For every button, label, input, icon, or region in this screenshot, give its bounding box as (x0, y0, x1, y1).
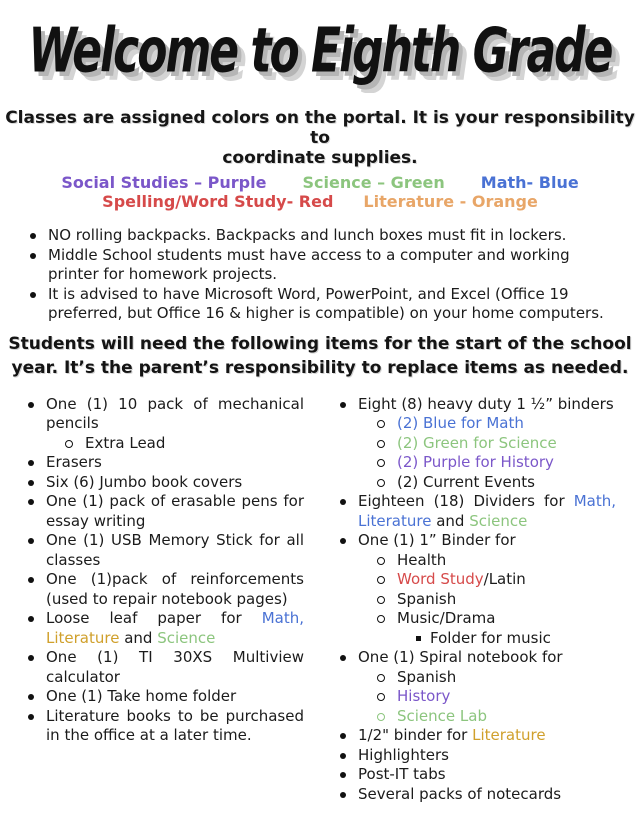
text-run: Music/Drama (397, 609, 496, 627)
bullet-icon (377, 674, 385, 682)
bullet-icon (28, 616, 34, 622)
color-key-item: Literature - Orange (363, 192, 538, 211)
list-item (340, 726, 616, 746)
item-text (46, 473, 304, 493)
text-run: One (1) Spiral notebook for (358, 648, 563, 666)
bullet-icon (377, 615, 385, 623)
text-run: One (1) USB Memory Stick for all classes (46, 531, 304, 569)
text-run: Extra Lead (85, 433, 166, 452)
bullet-icon (340, 772, 346, 778)
text-run: One (1) 1” Binder for (358, 531, 516, 549)
bullet-icon (340, 792, 346, 798)
text-run: Loose leaf paper for (46, 609, 262, 627)
item-text (48, 285, 622, 324)
list-item (377, 687, 616, 707)
list-item (377, 434, 616, 454)
bullet-icon (28, 694, 34, 700)
bullet-icon (340, 402, 346, 408)
item-text (397, 453, 616, 473)
text-run: NO rolling backpacks. Backpacks and lunch boxes must fit in lockers. (48, 226, 567, 244)
text-run: One (1) Take home folder (46, 687, 237, 705)
item-text (397, 687, 616, 707)
bullet-icon (377, 479, 385, 487)
item-text (358, 726, 616, 746)
item-text (46, 453, 304, 473)
bullet-icon (28, 714, 34, 720)
supplies-left (28, 395, 304, 805)
list-item (377, 453, 616, 473)
note-item (30, 226, 622, 246)
text-run: One (1) 10 pack of mechanical pencils (46, 394, 304, 432)
item-text (397, 590, 616, 610)
item-text (48, 246, 622, 285)
list-item (377, 473, 616, 493)
item-text (358, 785, 616, 805)
item-text (358, 492, 616, 531)
text-run: It is advised to have Microsoft Word, PowerPoint, and Excel (Office 19 preferred, but Office 16 & higher is compatible) on your home computers. (48, 284, 604, 322)
text-run: Health (397, 550, 447, 569)
list-item (28, 453, 304, 473)
list-item (377, 590, 616, 610)
text-run: Eight (8) heavy duty 1 ½” binders (358, 394, 614, 413)
color-key-item: Spelling/Word Study- Red (102, 192, 334, 211)
item-text (397, 668, 616, 688)
list-item (340, 648, 616, 668)
bullet-icon (377, 557, 385, 565)
section-heading (0, 332, 640, 380)
item-text (397, 570, 616, 590)
color-key-item: Math- Blue (480, 173, 579, 192)
bullet-icon (340, 655, 346, 661)
item-text (358, 648, 616, 668)
text-run: Spanish (397, 667, 457, 686)
item-text (430, 629, 616, 649)
subtitle-line: coordinate supplies. (222, 148, 418, 168)
colored-text-run: Science (469, 511, 528, 530)
colored-text-run: Science (157, 628, 216, 647)
item-text (397, 707, 616, 727)
item-text (85, 434, 304, 454)
list-item (340, 395, 616, 415)
list-item (28, 531, 304, 570)
supplies-columns (28, 395, 616, 805)
item-text (358, 765, 616, 785)
text-run: /Latin (483, 570, 526, 588)
item-text (397, 609, 616, 629)
subtitle (0, 108, 640, 168)
list-item (377, 609, 616, 629)
item-text (46, 492, 304, 531)
text-run: One (1)pack of reinforcements (used to repair notebook pages) (46, 570, 304, 608)
list-item (377, 551, 616, 571)
bullet-icon (377, 420, 385, 428)
item-text (46, 395, 304, 434)
color-key-item: Social Studies – Purple (61, 173, 267, 192)
list-item (377, 570, 616, 590)
bullet-icon (377, 596, 385, 604)
bullet-icon (340, 753, 346, 759)
text-run: 1/2" binder for (358, 726, 473, 744)
list-item (28, 473, 304, 493)
colored-text-run: Math, (261, 609, 304, 627)
colored-text-run: History (397, 687, 451, 705)
item-text (48, 226, 622, 246)
bullet-icon (28, 480, 34, 486)
list-item (28, 570, 304, 609)
bullet-icon (65, 440, 73, 448)
item-text (46, 609, 304, 648)
text-run: Post-IT tabs (358, 765, 446, 783)
colored-text-run: (2) Green for Science (397, 433, 557, 452)
list-item (340, 746, 616, 766)
text-run: (2) Current Events (397, 472, 535, 491)
bullet-icon (28, 577, 34, 583)
colored-text-run: Math, Literature (358, 492, 616, 530)
bullet-icon (28, 402, 34, 408)
colored-text-run: Science Lab (397, 706, 487, 725)
text-run: Several packs of notecards (358, 784, 562, 803)
bullet-icon (340, 499, 346, 505)
heading-line: year. It’s the parent’s responsibility to replace items as needed. (11, 357, 629, 378)
list-item (28, 395, 304, 434)
bullet-icon (30, 233, 36, 239)
text-run: Folder for music (430, 628, 551, 647)
text-run: Spanish (397, 589, 457, 608)
list-item (340, 785, 616, 805)
bullet-icon (377, 459, 385, 467)
list-item (340, 492, 616, 531)
bullet-icon (28, 499, 34, 505)
item-text (358, 746, 616, 766)
text-run: Middle School students must have access to a computer and working printer for homework projects. (48, 245, 570, 283)
text-run: One (1) TI 30XS Multiview calculator (46, 648, 304, 686)
list-item (340, 765, 616, 785)
colored-text-run: Literature (46, 628, 120, 647)
bullet-icon (377, 713, 385, 721)
colored-text-run: Literature (472, 726, 546, 744)
list-item (28, 648, 304, 687)
colored-text-run: (2) Blue for Math (397, 414, 524, 432)
bullet-icon (30, 292, 36, 298)
list-item (28, 687, 304, 707)
color-key-item: Science – Green (302, 173, 445, 192)
list-item (28, 492, 304, 531)
text-run: and (431, 511, 470, 530)
item-text (358, 395, 616, 415)
text-run: Eighteen (18) Dividers for (358, 492, 574, 510)
heading-line: Students will need the following items for the start of the school (8, 333, 632, 354)
bullet-icon (28, 538, 34, 544)
list-item (340, 531, 616, 551)
item-text (46, 648, 304, 687)
color-key (0, 173, 640, 211)
note-item (30, 246, 622, 285)
text-run: Highlighters (358, 745, 449, 764)
bullet-icon (377, 440, 385, 448)
item-text (46, 687, 304, 707)
list-item (65, 434, 304, 454)
item-text (46, 570, 304, 609)
list-item (377, 414, 616, 434)
list-item (28, 609, 304, 648)
supplies-right (340, 395, 616, 805)
text-run: One (1) pack of erasable pens for essay writing (46, 492, 304, 530)
bullet-icon (340, 538, 346, 544)
page-title: Welcome to Eighth Grade (28, 15, 612, 88)
note-item (30, 285, 622, 324)
list-item (28, 707, 304, 746)
title-wrap (0, 0, 640, 106)
item-text (358, 531, 616, 551)
item-text (46, 707, 304, 746)
text-run: Erasers (46, 453, 102, 471)
bullet-icon (30, 253, 36, 259)
text-run: Six (6) Jumbo book covers (46, 472, 243, 491)
notes-list (30, 226, 622, 324)
list-item (416, 629, 616, 649)
subtitle-line: Classes are assigned colors on the portal. It is your responsibility to (5, 108, 635, 148)
colored-text-run: (2) Purple for History (397, 453, 554, 471)
bullet-icon (416, 636, 421, 641)
item-text (46, 531, 304, 570)
list-item (377, 668, 616, 688)
colored-text-run: Word Study (397, 570, 484, 588)
bullet-icon (28, 655, 34, 661)
color-key-row (0, 192, 640, 211)
bullet-icon (377, 576, 385, 584)
item-text (397, 473, 616, 493)
bullet-icon (377, 693, 385, 701)
bullet-icon (28, 460, 34, 466)
list-item (377, 707, 616, 727)
item-text (397, 414, 616, 434)
item-text (397, 434, 616, 454)
text-run: and (119, 628, 158, 647)
text-run: Literature books to be purchased in the office at a later time. (46, 706, 304, 744)
item-text (397, 551, 616, 571)
color-key-row (0, 173, 640, 192)
bullet-icon (340, 733, 346, 739)
